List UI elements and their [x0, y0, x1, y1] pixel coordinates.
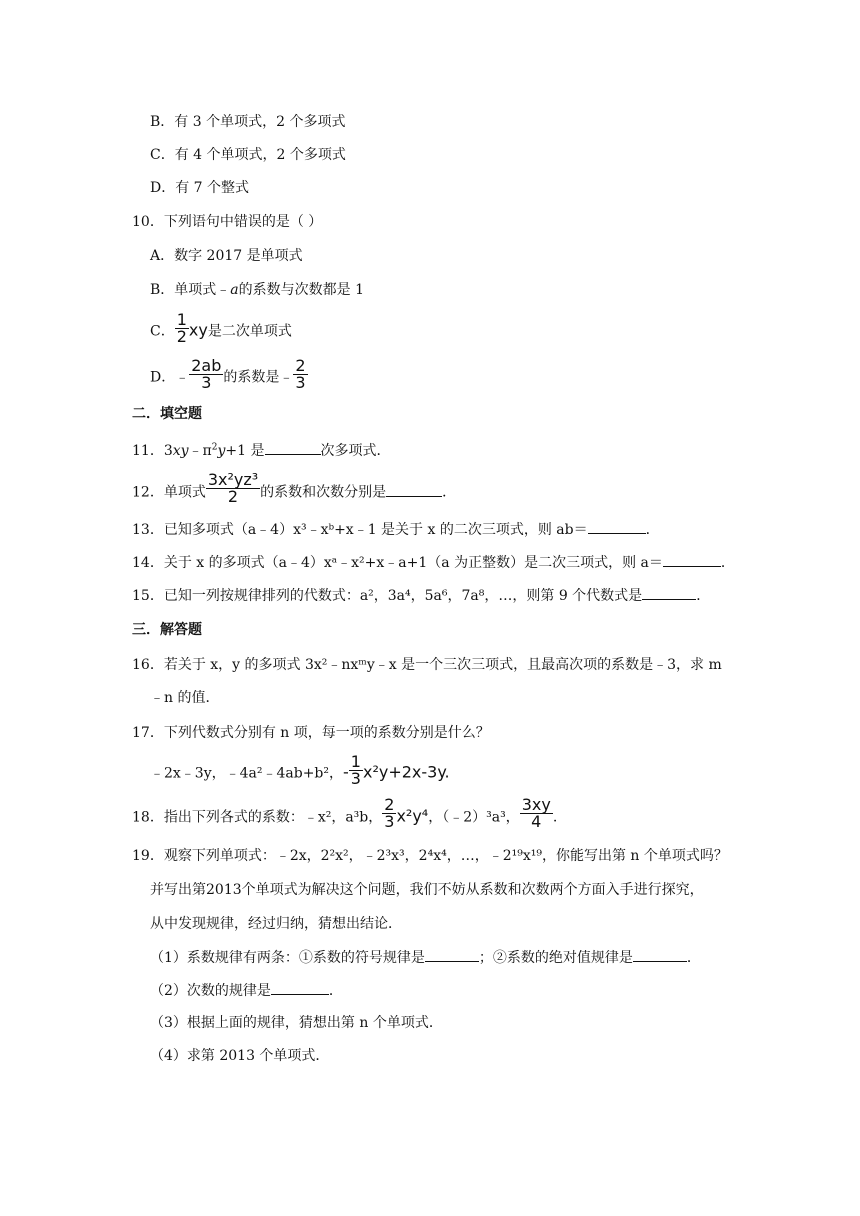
- q15: 15．已知一列按规律排列的代数式：a²，3a⁴，5a⁶，7a⁸，…，则第 9 个代数式是 ．: [132, 585, 710, 605]
- answer-blank[interactable]: [633, 947, 687, 962]
- fraction: $\frac{2ab}{3}$: [191, 356, 222, 392]
- q10-option-a: A．数字 2017 是单项式: [150, 248, 303, 264]
- q19-sub1: （1）系数规律有两条：①系数的符号规律是 ；②系数的绝对值规律是 ．: [150, 947, 701, 967]
- answer-blank[interactable]: [663, 552, 721, 567]
- answer-blank[interactable]: [588, 519, 646, 534]
- q17-stem: 17．下列代数式分别有 n 项，每一项的系数分别是什么？: [132, 725, 490, 741]
- q11: 11．$3xy﹣\pi^2y+1$ 是 次多项式．: [132, 440, 391, 460]
- fraction: $\frac{\text{3x²yz³}}{2}$: [207, 470, 259, 506]
- q19-sub4: （4）求第 2013 个单项式．: [150, 1048, 330, 1064]
- q19-sub3: （3）根据上面的规律，猜想出第 n 个单项式．: [150, 1015, 443, 1031]
- section-heading-solve: 三．解答题: [132, 622, 202, 638]
- q18: 18．指出下列各式的系数：﹣x²，a³b， $\frac{2}{3}$ x²y⁴，（﹣2）³a³， $\frac{3xy}{4}$ .: [132, 795, 558, 831]
- q13: 13．已知多项式（a﹣4）x³﹣xᵇ+x﹣1 是关于 x 的二次三项式，则 ab＝ ．: [132, 519, 660, 539]
- q19-line3: 从中发现规律，经过归纳，猜想出结论．: [150, 916, 402, 932]
- fraction: $\frac{1}{2}$: [176, 310, 187, 346]
- q12: 12．单项式 $\frac{\text{3x²yz³}}{2}$ 的系数和次数分别是 ．: [132, 470, 457, 506]
- q9-option-b: B．有 3 个单项式，2 个多项式: [150, 114, 346, 130]
- q16-line2: ﹣n 的值．: [150, 690, 220, 706]
- q17-expressions: ﹣2x﹣3y，﹣4a²﹣4ab+b²，- $\frac{1}{3}$ x²y+2x-3y.: [150, 752, 450, 788]
- q10-option-b: B．单项式﹣a的系数与次数都是 1: [150, 282, 365, 298]
- q10-option-d: D．﹣ $\frac{2ab}{3}$ 的系数是﹣ $\frac{2}{3}$: [150, 356, 306, 392]
- q16-line1: 16．若关于 x，y 的多项式 3x²﹣nxᵐy﹣x 是一个三次三项式，且最高次项的系数是﹣3，求 m: [132, 657, 722, 673]
- answer-blank[interactable]: [425, 947, 479, 962]
- q19-line1: 19．观察下列单项式：﹣2x，2²x²，﹣2³x³，2⁴x⁴，…，﹣2¹⁹x¹⁹，你能写出第 n 个单项式吗？: [132, 848, 728, 864]
- q10-stem: 10．下列语句中错误的是（ ）: [132, 214, 323, 230]
- answer-blank[interactable]: [271, 980, 329, 995]
- answer-blank[interactable]: [265, 440, 321, 455]
- q19-line2: 并写出第2013个单项式为解决这个问题，我们不妨从系数和次数两个方面入手进行探究，: [150, 882, 704, 898]
- answer-blank[interactable]: [642, 585, 696, 600]
- fraction: $\frac{3xy}{4}$: [521, 795, 551, 831]
- section-heading-fill-in: 二．填空题: [132, 406, 202, 422]
- q14: 14．关于 x 的多项式（a﹣4）xᵃ﹣x²+x﹣a+1（a 为正整数）是二次三项式，则 a＝ ．: [132, 552, 735, 572]
- fraction: $\frac{2}{3}$: [295, 356, 306, 392]
- fraction: $\frac{1}{3}$: [350, 752, 361, 788]
- q9-option-d: D．有 7 个整式: [150, 180, 250, 196]
- answer-blank[interactable]: [386, 482, 442, 497]
- q19-sub2: （2）次数的规律是 ．: [150, 980, 343, 1000]
- q9-option-c: C．有 4 个单项式，2 个多项式: [150, 147, 346, 163]
- q10-option-c: C． $\frac{1}{2}$ xy是二次单项式: [150, 310, 292, 346]
- fraction: $\frac{2}{3}$: [384, 795, 395, 831]
